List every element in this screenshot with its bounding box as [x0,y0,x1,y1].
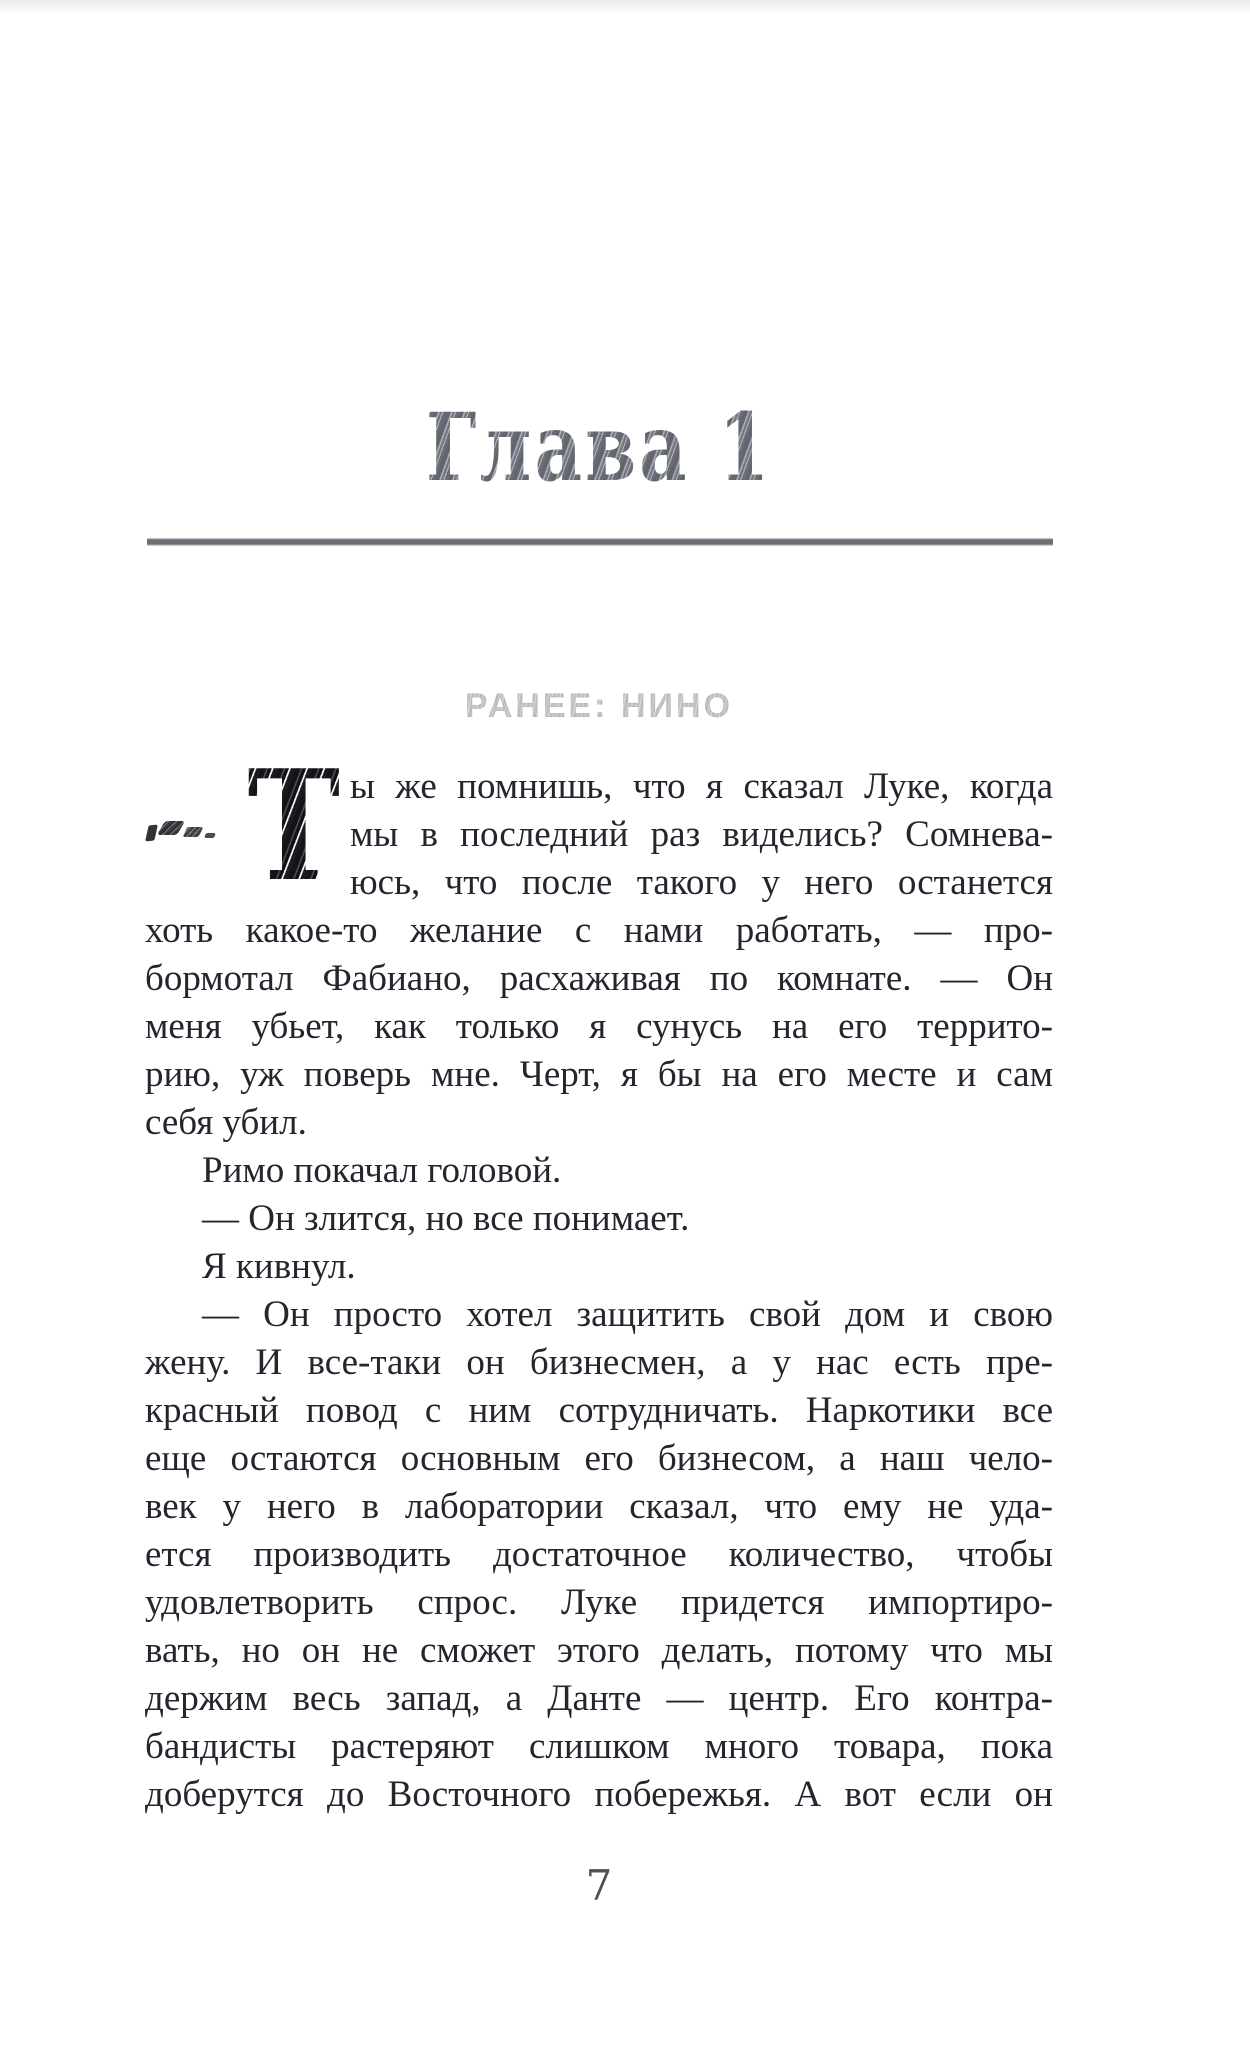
drop-cap-block [145,736,350,915]
text-line: мы в последний раз виделись? Сомнева- [350,814,1053,855]
text-line: себя убил. [145,1102,307,1143]
text-line: удовлетворить спрос. Луке придется импортиро- [145,1582,1053,1623]
page-top-shadow [0,0,1250,16]
text-line: ется производить достаточное количество, чтобы [145,1534,1053,1575]
chapter-title [145,393,1053,503]
text-line: еще остаются основным его бизнесом, а наш чело- [145,1438,1053,1479]
text-line: жену. И все-таки он бизнесмен, а у нас есть пре- [145,1342,1053,1383]
body-text [145,736,1053,1819]
text-line: юсь, что после такого у него останется [350,862,1053,903]
chapter-title-text: Глава 1 [425,393,773,503]
text-line: меня убьет, как только я сунусь на его террито- [145,1006,1053,1047]
section-heading-text: РАНЕЕ: НИНО [465,687,733,725]
text-line: Римо покачал головой. [202,1150,562,1191]
text-line: бандисты растеряют слишком много товара, пока [145,1726,1053,1767]
text-line: хоть какое-то желание с нами работать, — про- [145,910,1053,951]
text-line: — Он просто хотел защитить свой дом и свою [202,1294,1053,1335]
text-line: ы же помнишь, что я сказал Луке, когда [350,766,1053,807]
distressed-ornament [147,819,217,845]
text-line: красный повод с ним сотрудничать. Наркотики все [145,1390,1053,1431]
text-line: век у него в лаборатории сказал, что ему не уда- [145,1486,1053,1527]
paragraph [145,1147,1053,1195]
title-divider-rule [147,538,1053,546]
paragraph [145,1243,1053,1291]
text-line: рию, уж поверь мне. Черт, я бы на его месте и сам [145,1054,1053,1095]
text-line: Я кивнул. [202,1246,356,1287]
paragraph [145,1195,1053,1243]
text-line: держим весь запад, а Данте — центр. Его контра- [145,1678,1053,1719]
drop-cap-letter: Т [247,736,340,915]
page-number: 7 [585,1861,613,1910]
text-line: — Он злится, но все понимает. [202,1198,690,1239]
text-line: вать, но он не сможет этого делать, потому что мы [145,1630,1053,1671]
text-line: бормотал Фабиано, расхаживая по комнате. — Он [145,958,1053,999]
text-line: доберутся до Восточного побережья. А вот если он [145,1774,1053,1815]
paragraph [145,1291,1053,1819]
section-heading [145,688,1053,724]
